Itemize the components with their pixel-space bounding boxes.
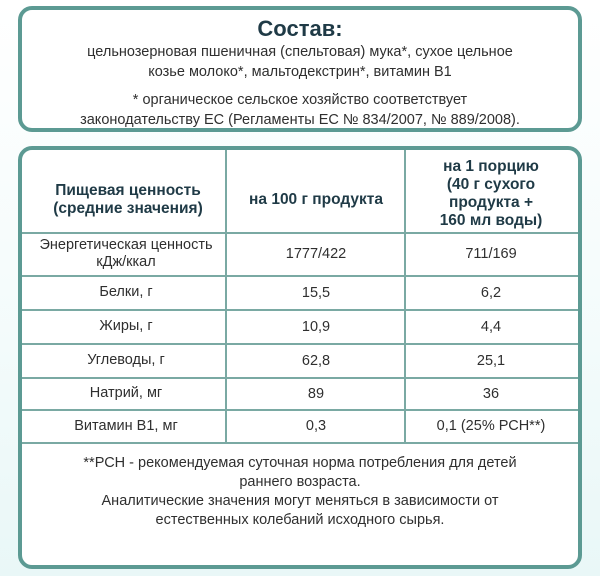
header-name-line-1: Пищевая ценность (55, 182, 201, 199)
row-fat-label: Жиры, г (99, 318, 153, 334)
row-sodium-label: Натрий, мг (89, 385, 163, 401)
composition-line-1: цельнозерновая пшеничная (спельтовая) мука*, сухое цельное (87, 44, 513, 60)
row-divider (22, 343, 578, 345)
row-energy-label-line-1: Энергетическая ценность (39, 237, 213, 253)
row-carbs-label: Углеводы, г (87, 352, 165, 368)
organic-note-line-2: законодательству ЕС (Регламенты ЕС № 834/2007, № 889/2008). (80, 112, 520, 128)
row-divider (22, 409, 578, 411)
header-portion-line-4: 160 мл воды) (439, 212, 543, 229)
row-fat-portion: 4,4 (480, 319, 502, 335)
row-fat-per100: 10,9 (301, 319, 331, 335)
footnote-line-2: раннего возраста. (239, 474, 361, 490)
composition-box (18, 6, 582, 132)
row-vitamin-b1-portion: 0,1 (25% РСН**) (436, 418, 546, 434)
header-portion-line-3: продукта + (448, 194, 534, 211)
row-vitamin-b1-label: Витамин В1, мг (74, 418, 178, 434)
row-vitamin-b1-per100: 0,3 (305, 418, 327, 434)
header-per-portion (406, 158, 576, 230)
composition-line-2: козье молоко*, мальтодекстрин*, витамин В1 (148, 64, 452, 80)
row-divider (22, 232, 578, 234)
header-nutritional-value (32, 182, 224, 218)
row-carbs-per100: 62,8 (301, 353, 331, 369)
row-carbs-portion: 25,1 (476, 353, 506, 369)
footnote-line-4: естественных колебаний исходного сырья. (155, 512, 445, 528)
row-protein-label: Белки, г (99, 284, 153, 300)
organic-note-line-1: * органическое сельское хозяйство соответствует (132, 92, 468, 108)
row-divider (22, 442, 578, 444)
row-sodium-portion: 36 (482, 386, 500, 402)
header-per-100g: на 100 г продукта (249, 191, 383, 208)
footnote-line-3: Аналитические значения могут меняться в зависимости от (101, 493, 499, 509)
row-divider (22, 377, 578, 379)
header-portion-line-2: (40 г сухого (446, 176, 536, 193)
row-sodium-per100: 89 (307, 386, 325, 402)
nutrition-box (18, 146, 582, 569)
row-energy-portion: 711/169 (465, 246, 517, 262)
row-divider (22, 275, 578, 277)
row-divider (22, 309, 578, 311)
row-energy-per100: 1777/422 (285, 246, 347, 262)
header-name-line-2: (средние значения) (53, 200, 203, 217)
footnote-line-1: **РСН - рекомендуемая суточная норма потребления для детей (83, 455, 517, 471)
row-energy-label (30, 237, 222, 271)
column-divider-1 (225, 150, 227, 443)
row-energy-label-line-2: кДж/ккал (96, 254, 156, 270)
row-protein-per100: 15,5 (301, 285, 331, 301)
header-portion-line-1: на 1 порцию (443, 158, 539, 175)
row-protein-portion: 6,2 (480, 285, 502, 301)
composition-title: Состав: (257, 16, 343, 41)
